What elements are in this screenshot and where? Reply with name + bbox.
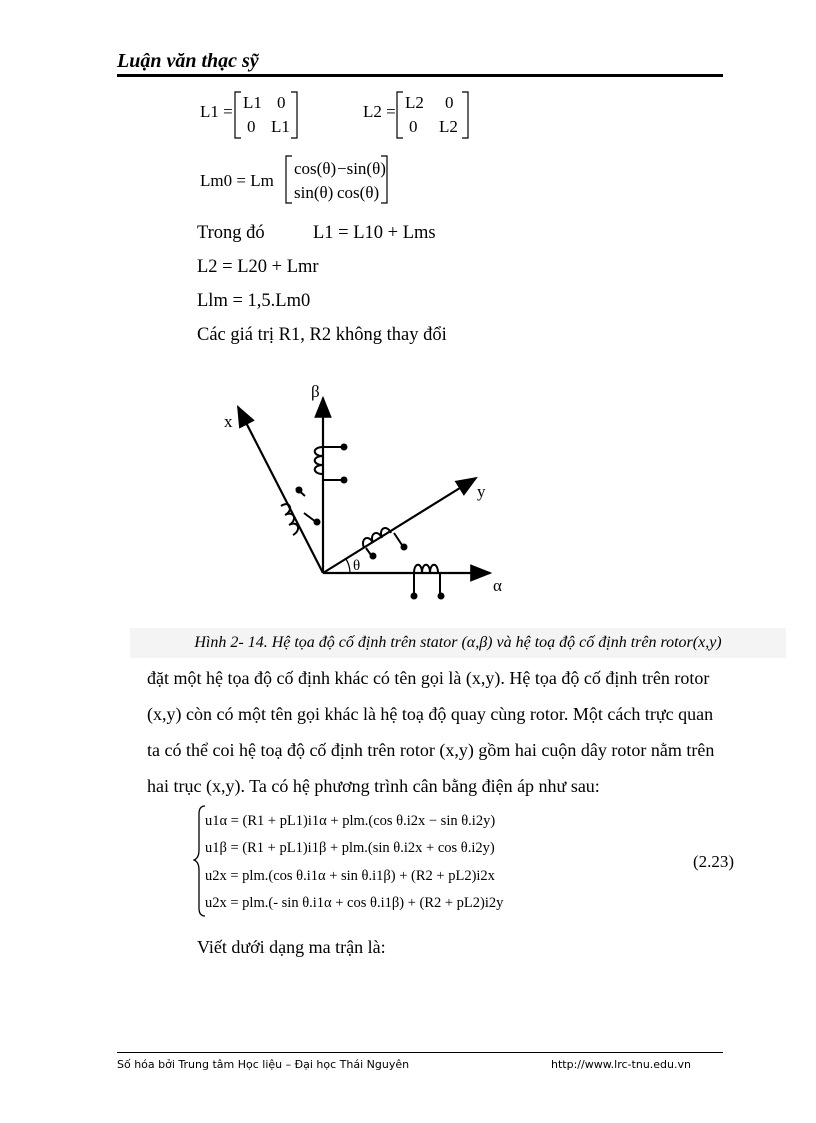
x-label: x: [224, 412, 233, 431]
equation-l1: L1 = L10 + Lms: [313, 223, 436, 243]
l1-cell-12: 0: [277, 93, 286, 112]
l2-cell-12: 0: [445, 93, 454, 112]
equation-llm: Llm = 1,5.Lm0: [197, 291, 311, 311]
l1-cell-21: 0: [247, 117, 256, 136]
paragraph-line: ta có thể coi hệ toạ độ cố định trên rotor (x,y) gồm hai cuộn dây rotor nằm trên: [147, 740, 715, 760]
equation-system: [193, 800, 753, 922]
trong-do-label: Trong đó: [197, 223, 265, 243]
alpha-label: α: [493, 576, 502, 595]
lm0-lhs: Lm0 = Lm: [200, 171, 274, 190]
footer-rule: [117, 1052, 723, 1053]
paragraph-line: hai trục (x,y). Ta có hệ phương trình cân bằng điện áp như sau:: [147, 776, 600, 796]
l1-cell-11: L1: [243, 93, 262, 112]
y-axis: [323, 478, 476, 573]
figure-caption: Hình 2- 14. Hệ tọa độ cố định trên stator (α,β) và hệ toạ độ cố định trên rotor(x,y): [130, 628, 786, 658]
equation-number: (2.23): [693, 852, 735, 871]
l2-cell-21: 0: [409, 117, 418, 136]
beta-label: β: [311, 382, 320, 401]
header-title: Luận văn thạc sỹ: [117, 50, 259, 72]
system-row: u1α = (R1 + pL1)i1α + plm.(cos θ.i2x − sin θ.i2y): [205, 813, 496, 829]
theta-label: θ: [353, 558, 361, 574]
system-row: u2x = plm.(cos θ.i1α + sin θ.i1β) + (R2 + pL2)i2x: [205, 868, 495, 884]
system-row: u1β = (R1 + pL1)i1β + plm.(sin θ.i2x + cos θ.i2y): [205, 840, 495, 856]
x-axis: [238, 407, 323, 573]
system-brace: [194, 806, 205, 916]
lm0-cell-21: sin(θ): [294, 183, 334, 202]
l2-cell-22: L2: [439, 117, 458, 136]
system-row: u2x = plm.(- sin θ.i1α + cos θ.i1β) + (R2 + pL2)i2y: [205, 895, 504, 911]
closing-line: Viết dưới dạng ma trận là:: [197, 937, 386, 957]
beta-coil: [315, 445, 347, 483]
lm0-cell-12: −sin(θ): [337, 159, 386, 178]
y-label: y: [477, 482, 486, 501]
l2-lhs: L2 =: [363, 102, 396, 121]
footer-source: Số hóa bởi Trung tâm Học liệu – Đại học Thái Nguyên: [117, 1058, 410, 1071]
alpha-coil: [412, 565, 444, 599]
l1-cell-22: L1: [271, 117, 290, 136]
paragraph-line: (x,y) còn có một tên gọi khác là hệ toạ độ quay cùng rotor. Một cách trực quan: [147, 704, 714, 724]
paragraph-line: đặt một hệ tọa độ cố định khác có tên gọi là (x,y). Hệ tọa độ cố định trên rotor: [147, 668, 710, 688]
footer-link[interactable]: http://www.lrc-tnu.edu.vn: [551, 1058, 691, 1071]
l2-cell-11: L2: [405, 93, 424, 112]
constant-note: Các giá trị R1, R2 không thay đổi: [197, 325, 447, 345]
l1-lhs: L1 =: [200, 102, 233, 121]
lm0-cell-22: cos(θ): [337, 183, 380, 202]
theta-arc: [346, 559, 350, 573]
equation-l2: L2 = L20 + Lmr: [197, 257, 319, 277]
lm0-cell-11: cos(θ): [294, 159, 337, 178]
